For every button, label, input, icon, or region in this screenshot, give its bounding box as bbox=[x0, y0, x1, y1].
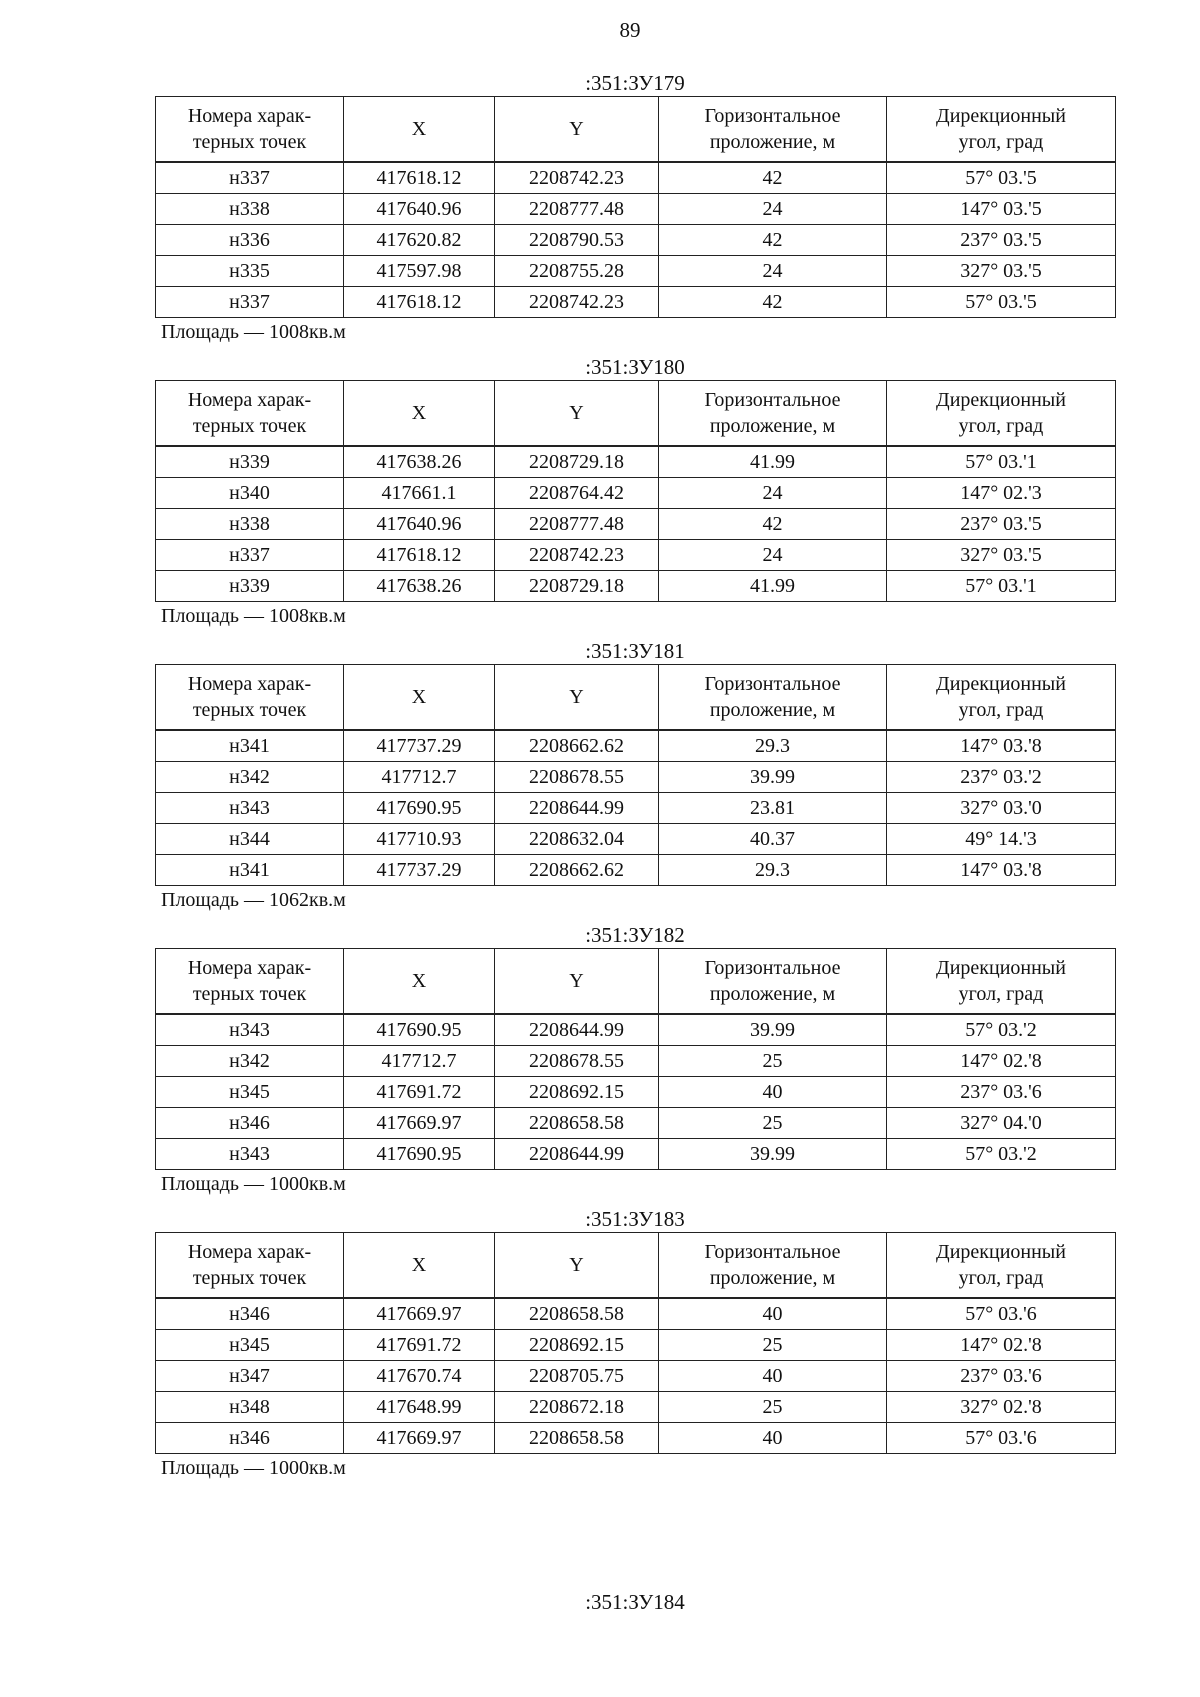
header-point-numbers bbox=[156, 381, 344, 447]
header-horizontal-distance-line: Горизонтальное bbox=[704, 389, 841, 411]
header-horizontal-distance-line: проложение, м bbox=[709, 699, 836, 721]
cell-y: 2208742.23 bbox=[495, 287, 659, 318]
cell-x: 417712.7 bbox=[344, 762, 495, 793]
cell-angle: 147° 02.'8 bbox=[887, 1330, 1116, 1361]
header-horizontal-distance bbox=[659, 1233, 887, 1299]
header-y: Y bbox=[495, 665, 659, 731]
cell-angle: 237° 03.'5 bbox=[887, 509, 1116, 540]
cell-angle: 147° 03.'8 bbox=[887, 730, 1116, 762]
cell-x: 417710.93 bbox=[344, 824, 495, 855]
cell-point: н343 bbox=[156, 1014, 344, 1046]
section-title: :351:ЗУ181 bbox=[585, 639, 685, 663]
cell-point: н342 bbox=[156, 1046, 344, 1077]
cell-y: 2208658.58 bbox=[495, 1108, 659, 1139]
cell-point: н343 bbox=[156, 793, 344, 824]
cell-x: 417597.98 bbox=[344, 256, 495, 287]
cell-distance: 40 bbox=[659, 1423, 887, 1454]
cell-point: н345 bbox=[156, 1330, 344, 1361]
header-point-numbers-line: терных точек bbox=[192, 699, 307, 721]
cell-distance: 23.81 bbox=[659, 793, 887, 824]
cell-point: н346 bbox=[156, 1298, 344, 1330]
cell-y: 2208644.99 bbox=[495, 793, 659, 824]
section-title-next: :351:ЗУ184 bbox=[585, 1590, 685, 1614]
header-direction-angle-line: угол, град bbox=[958, 983, 1044, 1005]
cell-point: н337 bbox=[156, 287, 344, 318]
header-point-numbers-line: терных точек bbox=[192, 983, 307, 1005]
coordinates-table bbox=[155, 1232, 1116, 1454]
header-x: X bbox=[344, 1233, 495, 1299]
cell-y: 2208644.99 bbox=[495, 1014, 659, 1046]
cell-x: 417691.72 bbox=[344, 1077, 495, 1108]
header-point-numbers bbox=[156, 949, 344, 1015]
table-row bbox=[156, 1298, 1116, 1330]
cell-x: 417638.26 bbox=[344, 446, 495, 478]
cell-point: н341 bbox=[156, 855, 344, 886]
cell-y: 2208632.04 bbox=[495, 824, 659, 855]
cell-y: 2208790.53 bbox=[495, 225, 659, 256]
table-header-row bbox=[156, 381, 1116, 447]
header-horizontal-distance bbox=[659, 97, 887, 163]
cell-y: 2208692.15 bbox=[495, 1077, 659, 1108]
cell-distance: 25 bbox=[659, 1046, 887, 1077]
cell-x: 417640.96 bbox=[344, 194, 495, 225]
parcel-section bbox=[155, 638, 1115, 914]
header-direction-angle bbox=[887, 381, 1116, 447]
coordinates-table bbox=[155, 664, 1116, 886]
cell-point: н337 bbox=[156, 540, 344, 571]
cell-y: 2208755.28 bbox=[495, 256, 659, 287]
header-direction-angle bbox=[887, 97, 1116, 163]
cell-y: 2208729.18 bbox=[495, 571, 659, 602]
cell-distance: 40.37 bbox=[659, 824, 887, 855]
cell-angle: 49° 14.'3 bbox=[887, 824, 1116, 855]
page-number: 89 bbox=[619, 18, 641, 42]
parcel-section bbox=[155, 354, 1115, 630]
cell-point: н347 bbox=[156, 1361, 344, 1392]
cell-angle: 57° 03.'2 bbox=[887, 1139, 1116, 1170]
table-row bbox=[156, 1077, 1116, 1108]
cell-x: 417690.95 bbox=[344, 1014, 495, 1046]
cell-angle: 327° 02.'8 bbox=[887, 1392, 1116, 1423]
header-horizontal-distance-line: Горизонтальное bbox=[704, 105, 841, 127]
header-direction-angle-line: Дирекционный bbox=[936, 105, 1066, 127]
header-horizontal-distance-line: проложение, м bbox=[709, 983, 836, 1005]
cell-distance: 25 bbox=[659, 1330, 887, 1361]
cell-distance: 24 bbox=[659, 194, 887, 225]
cell-x: 417737.29 bbox=[344, 855, 495, 886]
cell-y: 2208742.23 bbox=[495, 162, 659, 194]
table-row bbox=[156, 730, 1116, 762]
cell-x: 417648.99 bbox=[344, 1392, 495, 1423]
cell-distance: 41.99 bbox=[659, 446, 887, 478]
header-horizontal-distance bbox=[659, 381, 887, 447]
header-y: Y bbox=[495, 97, 659, 163]
cell-point: н337 bbox=[156, 162, 344, 194]
cell-distance: 40 bbox=[659, 1077, 887, 1108]
cell-distance: 41.99 bbox=[659, 571, 887, 602]
cell-angle: 147° 03.'8 bbox=[887, 855, 1116, 886]
cell-distance: 25 bbox=[659, 1392, 887, 1423]
cell-point: н336 bbox=[156, 225, 344, 256]
section-title: :351:ЗУ179 bbox=[585, 71, 685, 95]
header-direction-angle-line: угол, град bbox=[958, 415, 1044, 437]
cell-distance: 24 bbox=[659, 256, 887, 287]
cell-point: н342 bbox=[156, 762, 344, 793]
cell-point: н335 bbox=[156, 256, 344, 287]
table-row bbox=[156, 1139, 1116, 1170]
table-row bbox=[156, 194, 1116, 225]
cell-point: н346 bbox=[156, 1423, 344, 1454]
cell-point: н346 bbox=[156, 1108, 344, 1139]
cell-angle: 327° 03.'0 bbox=[887, 793, 1116, 824]
cell-y: 2208729.18 bbox=[495, 446, 659, 478]
cell-distance: 25 bbox=[659, 1108, 887, 1139]
cell-x: 417669.97 bbox=[344, 1108, 495, 1139]
header-direction-angle-line: Дирекционный bbox=[936, 1241, 1066, 1263]
cell-y: 2208662.62 bbox=[495, 730, 659, 762]
header-horizontal-distance bbox=[659, 665, 887, 731]
header-x: X bbox=[344, 97, 495, 163]
cell-distance: 40 bbox=[659, 1298, 887, 1330]
header-direction-angle-line: Дирекционный bbox=[936, 673, 1066, 695]
cell-angle: 237° 03.'2 bbox=[887, 762, 1116, 793]
cell-distance: 39.99 bbox=[659, 1139, 887, 1170]
cell-x: 417712.7 bbox=[344, 1046, 495, 1077]
cell-distance: 29.3 bbox=[659, 730, 887, 762]
cell-x: 417638.26 bbox=[344, 571, 495, 602]
cell-distance: 42 bbox=[659, 287, 887, 318]
cell-y: 2208777.48 bbox=[495, 194, 659, 225]
cell-y: 2208644.99 bbox=[495, 1139, 659, 1170]
header-point-numbers bbox=[156, 665, 344, 731]
section-title: :351:ЗУ183 bbox=[585, 1207, 685, 1231]
header-horizontal-distance-line: Горизонтальное bbox=[704, 1241, 841, 1263]
cell-x: 417661.1 bbox=[344, 478, 495, 509]
table-row bbox=[156, 256, 1116, 287]
table-row bbox=[156, 446, 1116, 478]
table-row bbox=[156, 793, 1116, 824]
header-point-numbers-line: Номера харак- bbox=[187, 957, 312, 979]
cell-distance: 42 bbox=[659, 225, 887, 256]
table-row bbox=[156, 287, 1116, 318]
header-y: Y bbox=[495, 381, 659, 447]
cell-distance: 40 bbox=[659, 1361, 887, 1392]
parcel-section bbox=[155, 70, 1115, 346]
cell-point: н340 bbox=[156, 478, 344, 509]
table-row bbox=[156, 762, 1116, 793]
header-point-numbers-line: терных точек bbox=[192, 415, 307, 437]
cell-x: 417690.95 bbox=[344, 1139, 495, 1170]
cell-point: н344 bbox=[156, 824, 344, 855]
cell-angle: 57° 03.'5 bbox=[887, 287, 1116, 318]
section-title: :351:ЗУ180 bbox=[585, 355, 685, 379]
cell-y: 2208692.15 bbox=[495, 1330, 659, 1361]
cell-x: 417618.12 bbox=[344, 287, 495, 318]
header-point-numbers-line: терных точек bbox=[192, 131, 307, 153]
cell-y: 2208777.48 bbox=[495, 509, 659, 540]
cell-distance: 24 bbox=[659, 540, 887, 571]
cell-x: 417691.72 bbox=[344, 1330, 495, 1361]
header-horizontal-distance-line: проложение, м bbox=[709, 415, 836, 437]
table-row bbox=[156, 1361, 1116, 1392]
cell-distance: 42 bbox=[659, 509, 887, 540]
cell-point: н343 bbox=[156, 1139, 344, 1170]
cell-x: 417620.82 bbox=[344, 225, 495, 256]
header-direction-angle-line: угол, град bbox=[958, 131, 1044, 153]
table-row bbox=[156, 162, 1116, 194]
header-point-numbers-line: Номера харак- bbox=[187, 1241, 312, 1263]
table-header-row bbox=[156, 665, 1116, 731]
cell-distance: 39.99 bbox=[659, 1014, 887, 1046]
header-direction-angle-line: Дирекционный bbox=[936, 957, 1066, 979]
section-title: :351:ЗУ182 bbox=[585, 923, 685, 947]
table-row bbox=[156, 1108, 1116, 1139]
cell-angle: 237° 03.'5 bbox=[887, 225, 1116, 256]
cell-distance: 39.99 bbox=[659, 762, 887, 793]
cell-x: 417690.95 bbox=[344, 793, 495, 824]
cell-angle: 147° 03.'5 bbox=[887, 194, 1116, 225]
area-label: Площадь — 1008кв.м bbox=[161, 321, 346, 343]
table-header-row bbox=[156, 949, 1116, 1015]
area-label: Площадь — 1000кв.м bbox=[161, 1457, 346, 1479]
header-horizontal-distance-line: Горизонтальное bbox=[704, 673, 841, 695]
cell-y: 2208742.23 bbox=[495, 540, 659, 571]
cell-x: 417669.97 bbox=[344, 1423, 495, 1454]
cell-angle: 147° 02.'3 bbox=[887, 478, 1116, 509]
cell-point: н348 bbox=[156, 1392, 344, 1423]
cell-y: 2208678.55 bbox=[495, 762, 659, 793]
cell-point: н339 bbox=[156, 446, 344, 478]
cell-y: 2208658.58 bbox=[495, 1423, 659, 1454]
cell-angle: 237° 03.'6 bbox=[887, 1361, 1116, 1392]
parcel-section bbox=[155, 922, 1115, 1198]
cell-x: 417737.29 bbox=[344, 730, 495, 762]
header-x: X bbox=[344, 949, 495, 1015]
cell-angle: 327° 03.'5 bbox=[887, 256, 1116, 287]
cell-point: н338 bbox=[156, 509, 344, 540]
table-row bbox=[156, 824, 1116, 855]
table-row bbox=[156, 1330, 1116, 1361]
cell-y: 2208705.75 bbox=[495, 1361, 659, 1392]
header-point-numbers-line: Номера харак- bbox=[187, 105, 312, 127]
cell-point: н345 bbox=[156, 1077, 344, 1108]
header-direction-angle-line: угол, град bbox=[958, 699, 1044, 721]
header-horizontal-distance-line: проложение, м bbox=[709, 1267, 836, 1289]
cell-point: н339 bbox=[156, 571, 344, 602]
cell-angle: 147° 02.'8 bbox=[887, 1046, 1116, 1077]
cell-distance: 29.3 bbox=[659, 855, 887, 886]
header-x: X bbox=[344, 381, 495, 447]
header-direction-angle-line: Дирекционный bbox=[936, 389, 1066, 411]
table-header-row bbox=[156, 1233, 1116, 1299]
coordinates-table bbox=[155, 380, 1116, 602]
header-x: X bbox=[344, 665, 495, 731]
table-row bbox=[156, 855, 1116, 886]
header-point-numbers-line: Номера харак- bbox=[187, 389, 312, 411]
area-label: Площадь — 1008кв.м bbox=[161, 605, 346, 627]
parcel-section bbox=[155, 1206, 1115, 1482]
cell-angle: 57° 03.'6 bbox=[887, 1298, 1116, 1330]
table-row bbox=[156, 478, 1116, 509]
cell-x: 417618.12 bbox=[344, 162, 495, 194]
header-direction-angle bbox=[887, 665, 1116, 731]
cell-y: 2208678.55 bbox=[495, 1046, 659, 1077]
cell-distance: 42 bbox=[659, 162, 887, 194]
header-point-numbers-line: Номера харак- bbox=[187, 673, 312, 695]
cell-angle: 57° 03.'1 bbox=[887, 446, 1116, 478]
cell-angle: 57° 03.'2 bbox=[887, 1014, 1116, 1046]
table-row bbox=[156, 225, 1116, 256]
table-row bbox=[156, 1046, 1116, 1077]
coordinates-table bbox=[155, 948, 1116, 1170]
cell-angle: 237° 03.'6 bbox=[887, 1077, 1116, 1108]
cell-angle: 327° 04.'0 bbox=[887, 1108, 1116, 1139]
table-row bbox=[156, 509, 1116, 540]
header-horizontal-distance bbox=[659, 949, 887, 1015]
cell-angle: 57° 03.'6 bbox=[887, 1423, 1116, 1454]
cell-x: 417670.74 bbox=[344, 1361, 495, 1392]
cell-point: н341 bbox=[156, 730, 344, 762]
header-direction-angle bbox=[887, 949, 1116, 1015]
cell-angle: 57° 03.'5 bbox=[887, 162, 1116, 194]
table-header-row bbox=[156, 97, 1116, 163]
cell-y: 2208658.58 bbox=[495, 1298, 659, 1330]
header-y: Y bbox=[495, 1233, 659, 1299]
header-y: Y bbox=[495, 949, 659, 1015]
table-row bbox=[156, 540, 1116, 571]
table-row bbox=[156, 571, 1116, 602]
table-row bbox=[156, 1014, 1116, 1046]
header-point-numbers bbox=[156, 97, 344, 163]
cell-angle: 327° 03.'5 bbox=[887, 540, 1116, 571]
cell-y: 2208764.42 bbox=[495, 478, 659, 509]
header-direction-angle-line: угол, град bbox=[958, 1267, 1044, 1289]
cell-x: 417640.96 bbox=[344, 509, 495, 540]
table-row bbox=[156, 1392, 1116, 1423]
cell-y: 2208662.62 bbox=[495, 855, 659, 886]
cell-x: 417618.12 bbox=[344, 540, 495, 571]
header-horizontal-distance-line: Горизонтальное bbox=[704, 957, 841, 979]
cell-point: н338 bbox=[156, 194, 344, 225]
header-point-numbers bbox=[156, 1233, 344, 1299]
header-direction-angle bbox=[887, 1233, 1116, 1299]
cell-x: 417669.97 bbox=[344, 1298, 495, 1330]
header-point-numbers-line: терных точек bbox=[192, 1267, 307, 1289]
area-label: Площадь — 1000кв.м bbox=[161, 1173, 346, 1195]
cell-angle: 57° 03.'1 bbox=[887, 571, 1116, 602]
header-horizontal-distance-line: проложение, м bbox=[709, 131, 836, 153]
cell-y: 2208672.18 bbox=[495, 1392, 659, 1423]
cell-distance: 24 bbox=[659, 478, 887, 509]
coordinates-table bbox=[155, 96, 1116, 318]
table-row bbox=[156, 1423, 1116, 1454]
area-label: Площадь — 1062кв.м bbox=[161, 889, 346, 911]
